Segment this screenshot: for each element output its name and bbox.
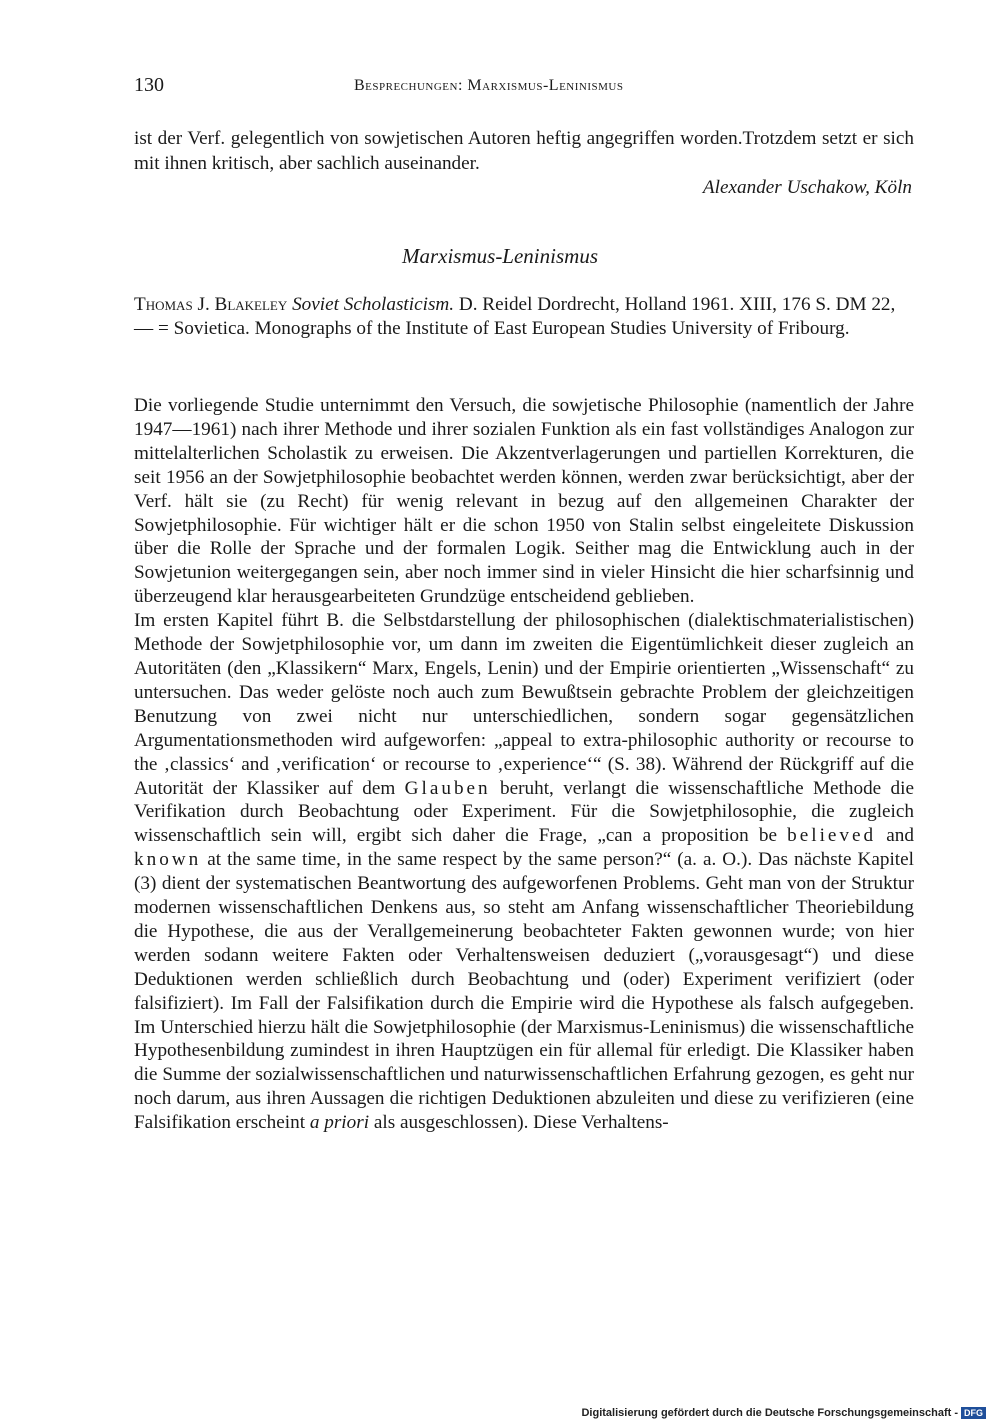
emphasis-known: known [134, 849, 202, 871]
reviewer-signature: Alexander Uschakow, Köln [702, 177, 912, 198]
book-title: Soviet Scholasticism. [292, 294, 455, 315]
paragraph-text: beruht, verlangt die wissenschaftliche Methode die Verifikation durch Beobachtung oder Experiment. Für die Sowjetphilosophie, die zugleich wissenschaftlich sein will, ergibt sich daher die Frage, „can a proposition be [134, 777, 914, 847]
book-author: Thomas J. Blakeley [134, 294, 288, 315]
continuation-paragraph: ist der Verf. gelegentlich von sowjetischen Autoren heftig angegriffen worden.Trotzdem setzt er sich mit ihnen kritisch, aber sachlich auseinander. [134, 128, 914, 174]
section-heading: Marxismus-Leninismus [401, 244, 598, 268]
digitization-footer [581, 1407, 986, 1419]
emphasis-believed: believed [787, 825, 877, 847]
footer-credit: Digitalisierung gefördert durch die Deutsche Forschungsgemeinschaft - [581, 1407, 958, 1419]
review-body [134, 394, 914, 1135]
paragraph-text: and [876, 825, 914, 847]
paragraph-text: als ausgeschlossen). Diese Verhaltens- [369, 1112, 669, 1134]
page-number: 130 [134, 74, 164, 96]
dfg-logo: DFG [961, 1407, 986, 1419]
review-paragraph-2 [134, 609, 914, 1135]
paragraph-text: at the same time, in the same respect by the same person?“ (a. a. O.). Das nächste Kapitel (3) dient der systematischen Beantwortung des aufgeworfenen Problems. Geht man von der Struktur modernen wissenschaftlichen Denkens aus, so steht am Anfang wissenschaftlicher Theoriebildung die Hypothese, die aus der Verallgemeinerung beobachteter Fakten gewonnen wurde; von hier werden sodann weitere Fakten oder Verhaltensweisen deduziert („vorausgesagt“) und diese Deduktionen werden schließlich durch Beobachtung und (oder) Experiment verifiziert (oder falsifiziert). Im Fall der Falsifikation durch die Empirie wird die Hypothese als falsch aufgegeben. Im Unterschied hierzu hält die Sowjetphilosophie (der Marxismus-Leninismus) die wissenschaftliche Hypothesenbildung zumindest in ihren Hauptzügen ein für allemal für erledigt. Die Klassiker haben die Summe der sozialwissenschaftlichen und naturwissenschaftlichen Erfahrung gezogen, es geht nur noch darum, aus ihren Aussagen die richtigen Deduktionen abzuleiten und diese zu verifizieren (eine Falsifikation erscheint [134, 849, 914, 1134]
book-details: D. Reidel Dordrecht, Holland 1961. XIII, 176 S. DM 22,— = Sovietica. Monographs of the Institute of East European Studies University of Fribourg. [134, 294, 896, 340]
running-title: Besprechungen: Marxismus-Leninismus [354, 77, 624, 94]
emphasis-glauben: Glauben [404, 777, 491, 799]
emphasis-a-priori: a priori [309, 1112, 370, 1134]
running-header [134, 74, 914, 104]
bibliographic-entry [134, 293, 914, 342]
paragraph-text: Im ersten Kapitel führt B. die Selbstdarstellung der philosophischen (dialektischmaterialistischen) Methode der Sowjetphilosophie vor, um dann im zweiten die Eigentümlichkeit dieser zugleich an Autoritäten (den „Klassikern“ Marx, Engels, Lenin) und der Empirie orientierten „Wissenschaft“ zu untersuchen. Das weder gelöste noch auch zum Bewußtsein gebrachte Problem der gleichzeitigen Benutzung von zwei nicht nur unterschiedlichen, sondern sogar gegensätzlichen Argumentationsmethoden wird aufgeworfen: „appeal to extra-philosophic authority or recourse to the ‚classics‘ and ‚verification‘ or recourse to ‚experience‘“ (S. 38). Während der Rückgriff auf die Autorität der Klassiker auf dem [134, 610, 914, 799]
review-paragraph-1: Die vorliegende Studie unternimmt den Versuch, die sowjetische Philosophie (namentlich der Jahre 1947—1961) nach ihrer Methode und ihrer sozialen Funktion als ein fast vollständiges Analogon zur mittelalterlichen Scholastik zu erweisen. Die Akzentverlagerungen und partiellen Korrekturen, die seit 1956 an der Sowjetphilosophie beobachtet werden können, werden zwar berücksichtigt, aber der Verf. hält sie (zu Recht) für wenig relevant in bezug auf den allgemeinen Charakter der Sowjetphilosophie. Für wichtiger hält er die schon 1950 von Stalin selbst eingeleitete Diskussion über die Rolle der Sprache und der formalen Logik. Seither mag die Entwicklung auch in der Sowjetunion weitergegangen sein, aber noch immer sind in vieler Hinsicht die hier scharfsinnig und überzeugend klar herausgearbeiteten Grundzüge entscheidend geblieben. [134, 395, 914, 608]
